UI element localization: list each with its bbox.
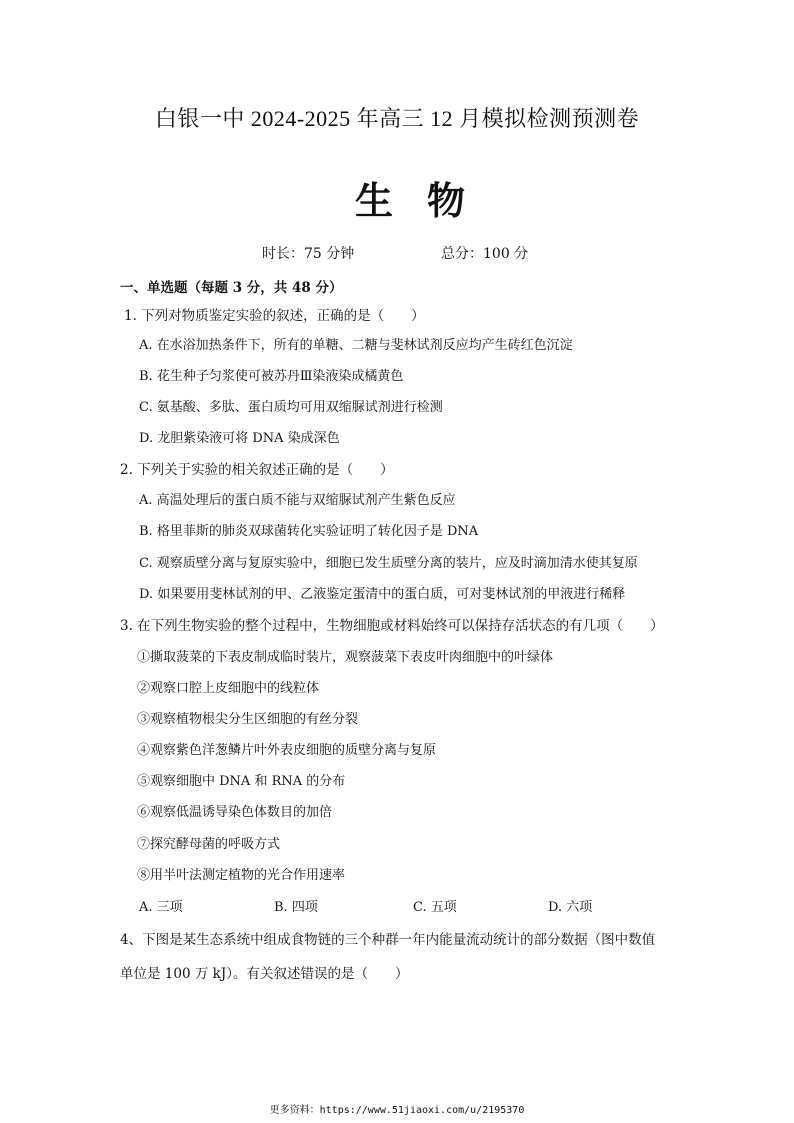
question-3-item-1: ①撕取菠菜的下表皮制成临时装片，观察菠菜下表皮叶肉细胞中的叶绿体 — [137, 650, 554, 665]
question-3-option-b: B. 四项 — [274, 900, 318, 915]
question-2-option-c: C. 观察质壁分离与复原实验中，细胞已发生质壁分离的装片，应及时滴加清水使其复原 — [139, 556, 638, 571]
question-3-item-5: ⑤观察细胞中 DNA 和 RNA 的分布 — [137, 774, 346, 789]
question-2-stem: 2. 下列关于实验的相关叙述正确的是（ ） — [120, 462, 394, 478]
question-1-option-b: B. 花生种子匀浆使可被苏丹Ⅲ染液染成橘黄色 — [139, 369, 404, 384]
question-3-item-7: ⑦探究酵母菌的呼吸方式 — [137, 837, 281, 852]
question-3-option-c: C. 五项 — [413, 900, 457, 915]
question-3-stem: 3. 在下列生物实验的整个过程中，生物细胞或材料始终可以保持存活状态的有几项（ ） — [120, 618, 664, 634]
question-1-option-a: A. 在水浴加热条件下，所有的单糖、二糖与斐林试剂反应均产生砖红色沉淀 — [139, 338, 573, 353]
question-2-option-d: D. 如果要用斐林试剂的甲、乙液鉴定蛋清中的蛋白质，可对斐林试剂的甲液进行稀释 — [139, 587, 626, 602]
subject-heading: 生物 — [354, 179, 499, 223]
exam-duration: 时长：75 分钟 — [262, 246, 355, 262]
question-3-item-4: ④观察紫色洋葱鳞片叶外表皮细胞的质壁分离与复原 — [137, 743, 437, 758]
question-1-stem: 1. 下列对物质鉴定实验的叙述，正确的是（ ） — [124, 308, 425, 324]
question-4-stem-line-2: 单位是 100 万 kJ）。有关叙述错误的是（ ） — [120, 966, 409, 982]
question-3-option-d: D. 六项 — [548, 900, 593, 915]
question-3-item-6: ⑥观察低温诱导染色体数目的加倍 — [137, 805, 333, 820]
exam-title: 白银一中 2024-2025 年高三 12 月模拟检测预测卷 — [154, 106, 640, 131]
footer-source-link[interactable]: 更多资料：https://www.51jiaoxi.com/u/2195370 — [269, 1105, 525, 1116]
question-2-option-b: B. 格里菲斯的肺炎双球菌转化实验证明了转化因子是 DNA — [139, 524, 479, 539]
question-1-option-c: C. 氨基酸、多肽、蛋白质均可用双缩脲试剂进行检测 — [139, 400, 443, 415]
section-heading: 一、单选题（每题 3 分，共 48 分） — [120, 280, 343, 296]
question-2-option-a: A. 高温处理后的蛋白质不能与双缩脲试剂产生紫色反应 — [139, 493, 456, 508]
question-3-option-a: A. 三项 — [139, 900, 183, 915]
question-1-option-d: D. 龙胆紫染液可将 DNA 染成深色 — [139, 431, 340, 446]
question-3-item-8: ⑧用半叶法测定植物的光合作用速率 — [137, 868, 346, 883]
question-3-item-2: ②观察口腔上皮细胞中的线粒体 — [137, 681, 320, 696]
question-3-item-3: ③观察植物根尖分生区细胞的有丝分裂 — [137, 712, 359, 727]
exam-total-score: 总分：100 分 — [441, 246, 529, 262]
question-4-stem-line-1: 4、下图是某生态系统中组成食物链的三个种群一年内能量流动统计的部分数据（图中数值 — [120, 932, 656, 948]
